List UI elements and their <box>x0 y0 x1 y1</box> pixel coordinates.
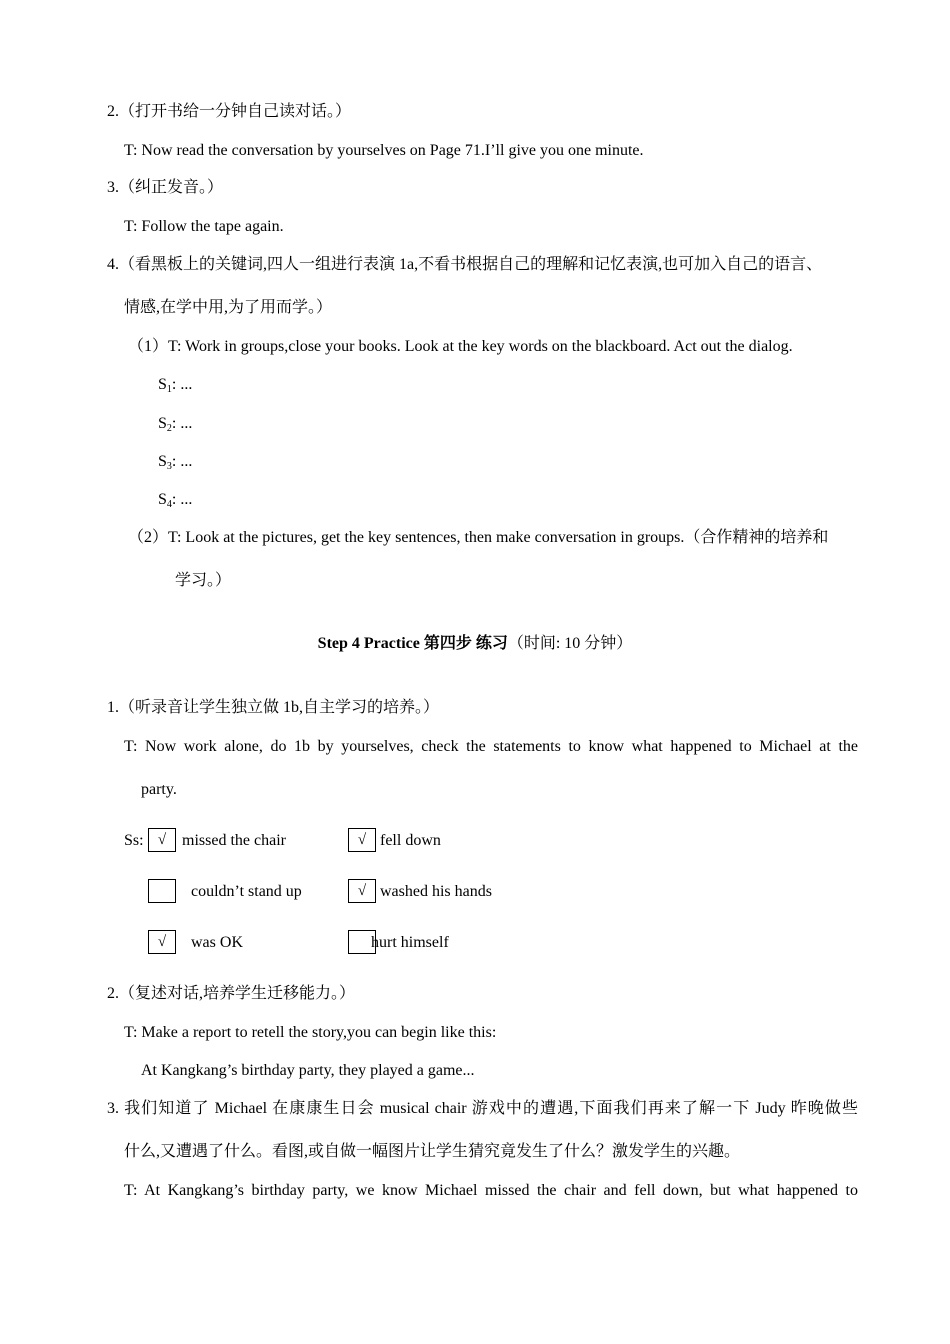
checklist-label: hurt himself <box>371 934 449 951</box>
item-3-heading: 3.（纠正发音。） <box>107 179 224 196</box>
step4-item-2-teacher-line: T: Make a report to retell the story,you can begin like this: <box>124 1024 497 1041</box>
checkbox[interactable]: √ <box>148 930 176 954</box>
checklist-label: couldn’t stand up <box>191 883 302 900</box>
checkbox[interactable]: √ <box>348 828 376 852</box>
checkbox[interactable]: √ <box>348 879 376 903</box>
step4-item-2-heading: 2.（复述对话,培养学生迁移能力。） <box>107 985 356 1002</box>
step4-item-2-example: At Kangkang’s birthday party, they played a game... <box>141 1062 475 1079</box>
checklist-label: fell down <box>380 832 441 849</box>
checklist-label: was OK <box>191 934 243 951</box>
item-4-heading: 4.（看黑板上的关键词,四人一组进行表演 1a,不看书根据自己的理解和记忆表演,也可加入自己的语言、 <box>107 256 823 273</box>
item-2-teacher-line: T: Now read the conversation by yourselves on Page 71.I’ll give you one minute. <box>124 142 644 159</box>
student-line: $S_3$: ... <box>158 453 193 472</box>
checkbox[interactable]: √ <box>148 828 176 852</box>
checklist-label: washed his hands <box>380 883 492 900</box>
item-4-sub-2: （2）T: Look at the pictures, get the key sentences, then make conversation in groups.（合作精神的培养和 <box>128 529 829 546</box>
student-line: $S_4$: ... <box>158 491 193 510</box>
step4-item-1-teacher-continued: party. <box>141 781 177 798</box>
item-2-heading: 2.（打开书给一分钟自己读对话。） <box>107 103 352 120</box>
step4-item-3-heading: 3. 我们知道了 Michael 在康康生日会 musical chair 游戏中的遭遇,下面我们再来了解一下 Judy 昨晚做些 <box>107 1100 858 1117</box>
step4-item-1-heading: 1.（听录音让学生独立做 1b,自主学习的培养。） <box>107 699 440 716</box>
step4-item-3-teacher-line: T: At Kangkang’s birthday party, we know Michael missed the chair and fell down, but what happened to <box>124 1182 858 1199</box>
item-3-teacher-line: T: Follow the tape again. <box>124 218 284 235</box>
item-4-heading-continued: 情感,在学中用,为了用而学。） <box>124 299 333 316</box>
checkbox[interactable] <box>148 879 176 903</box>
item-4-sub-2-continued: 学习。） <box>175 572 232 589</box>
checklist-label: missed the chair <box>182 832 286 849</box>
ss-label: Ss: <box>124 832 144 849</box>
step4-item-1-teacher-line: T: Now work alone, do 1b by yourselves, check the statements to know what happened to Michael at the <box>124 738 858 755</box>
step-4-title: Step 4 Practice 第四步 练习（时间: 10 分钟） <box>317 635 633 652</box>
step4-item-3-heading-continued: 什么,又遭遇了什么。看图,或自做一幅图片让学生猜究竟发生了什么？激发学生的兴趣。 <box>124 1143 741 1160</box>
student-line: $S_2$: ... <box>158 415 193 434</box>
item-4-sub-1: （1）T: Work in groups,close your books. Look at the key words on the blackboard. Act out the dialog. <box>128 338 793 355</box>
student-line: $S_1$: ... <box>158 376 193 395</box>
